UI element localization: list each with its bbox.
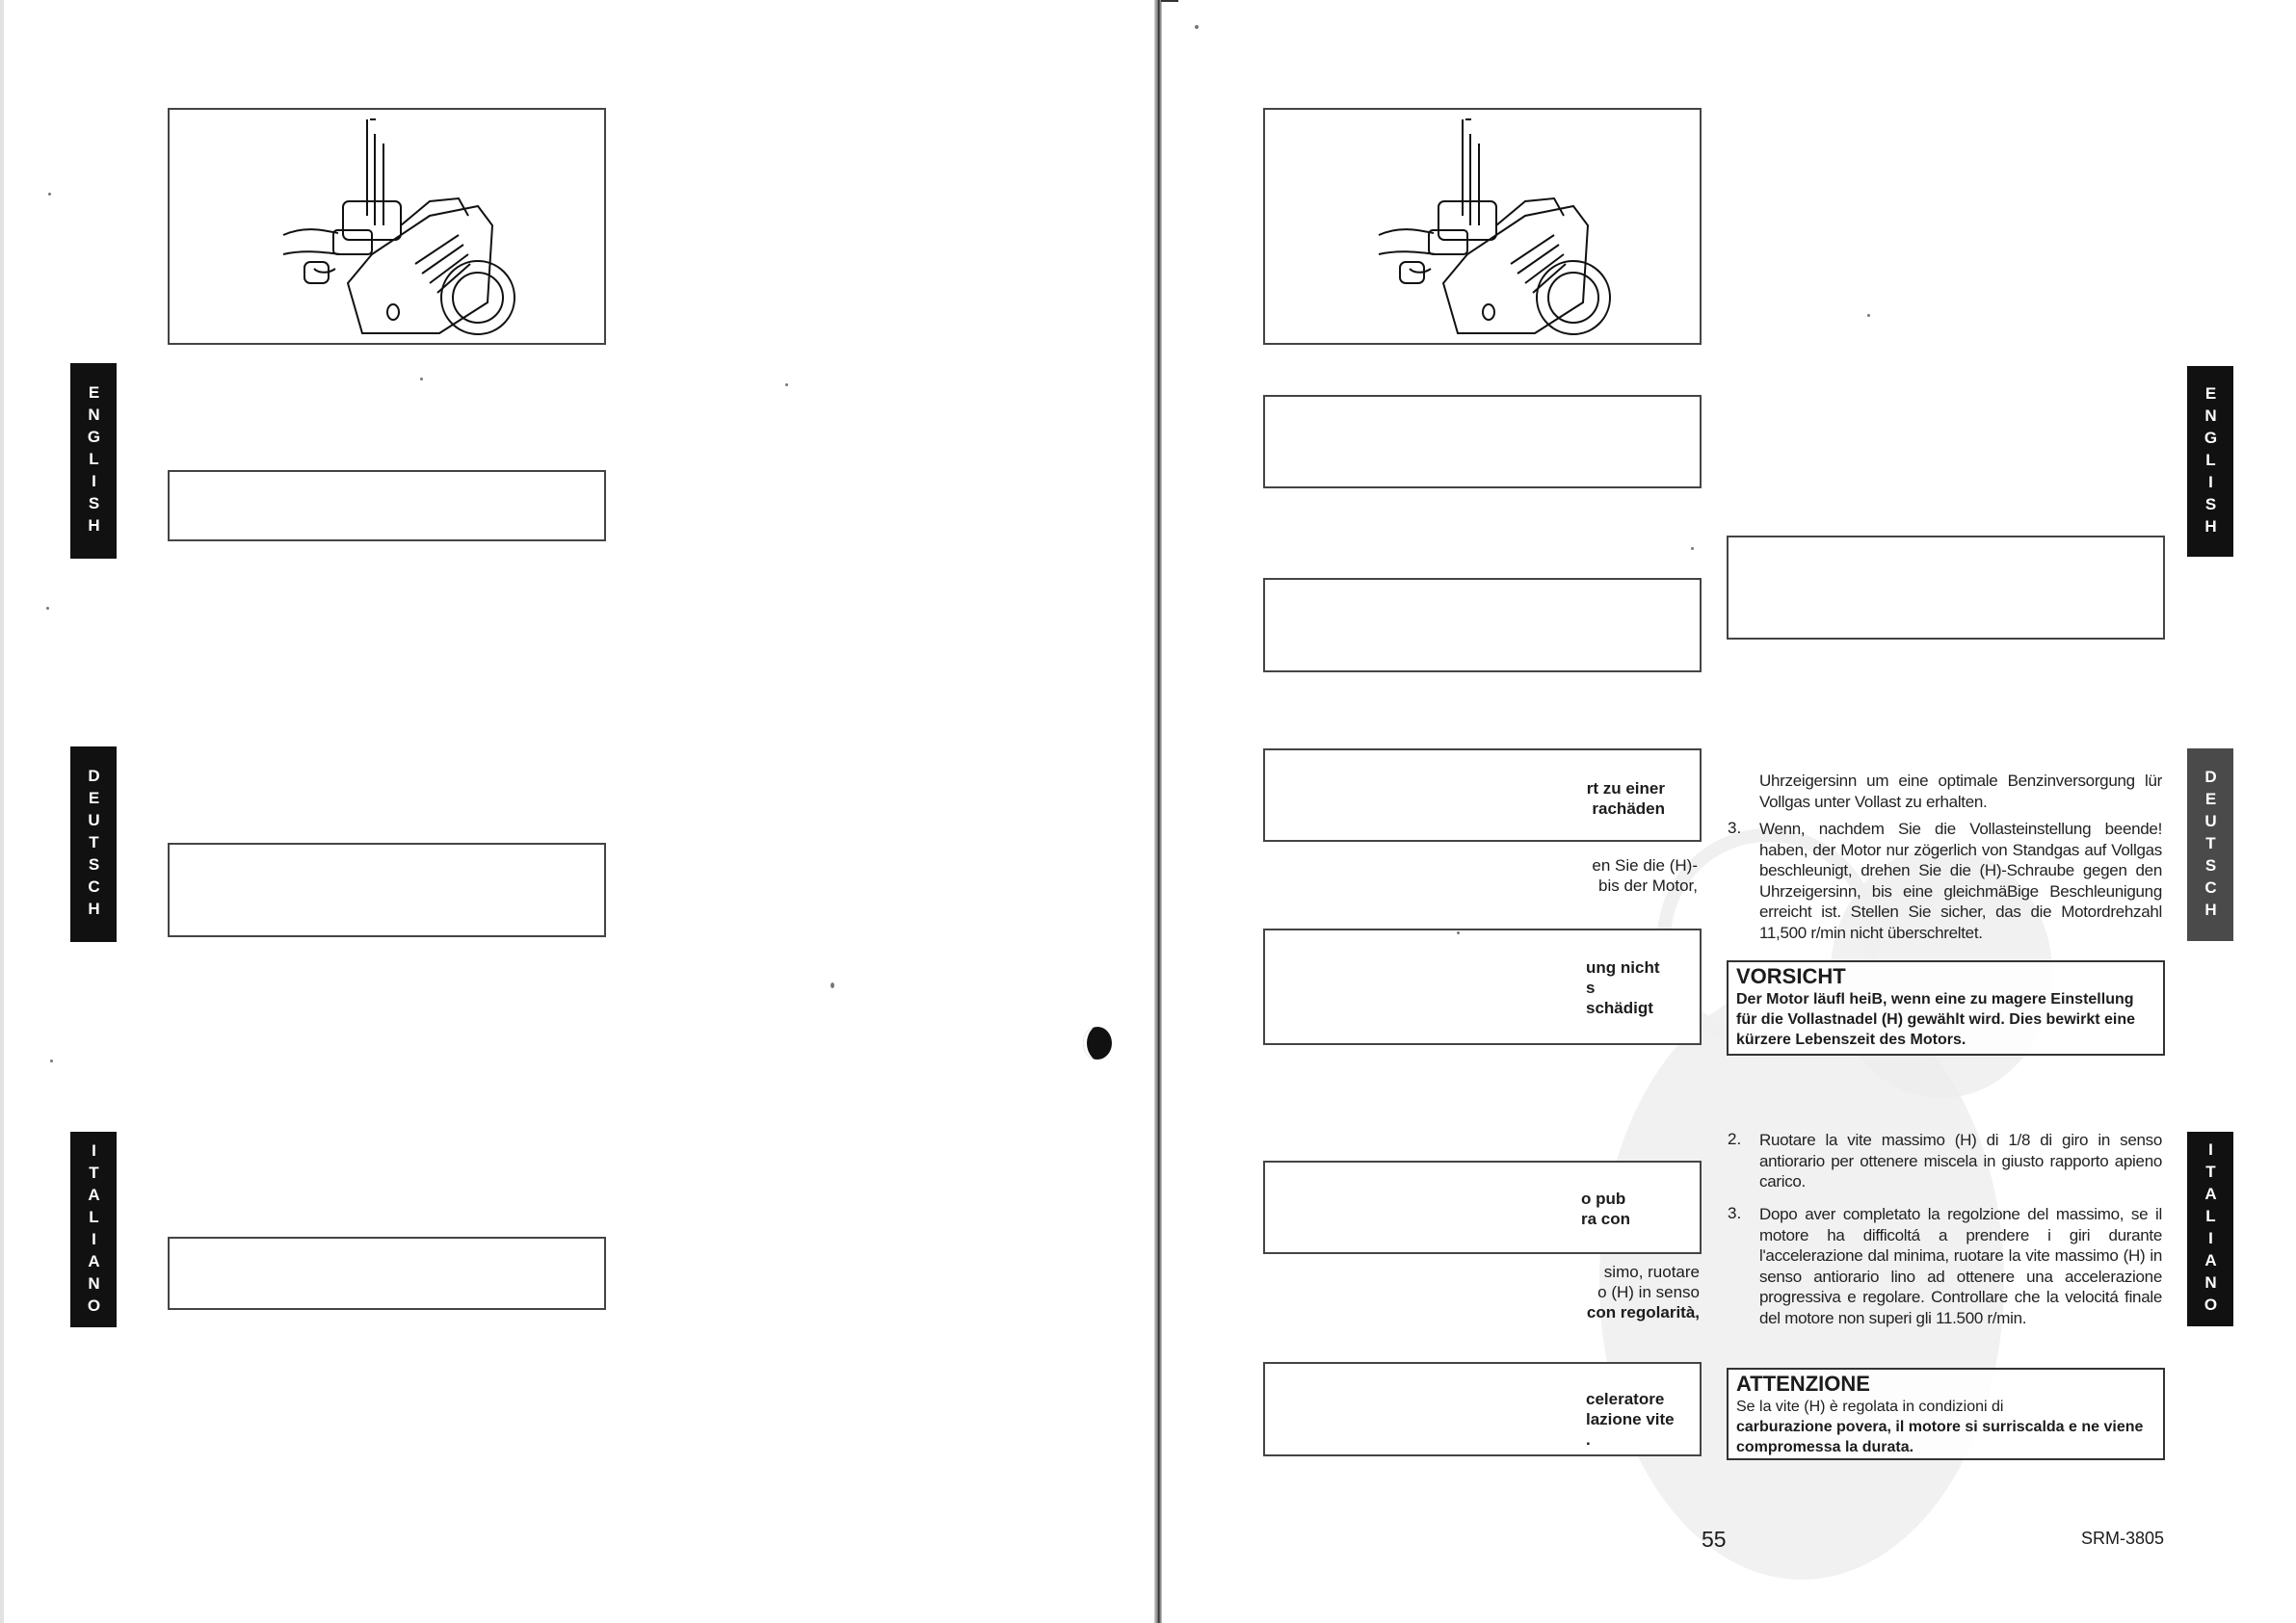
language-tab-english-right: ENGLISH: [2187, 366, 2233, 557]
language-tab-deutsch-left: DEUTSCH: [70, 746, 117, 942]
italiano-step-2-number: 2.: [1728, 1130, 1742, 1148]
italiano-caution-text: Se la vite (H) è regolata in condizioni di carburazione povera, il motore si surriscalda e ne viene compromessa la durata.: [1736, 1399, 2144, 1455]
scan-line: [1161, 0, 1178, 2]
scan-speck: [1195, 25, 1199, 29]
page-number: 55: [1702, 1527, 1727, 1552]
italiano-side-fragment-3: celeratore lazione vite .: [1586, 1390, 1675, 1449]
english-note-box-right-3: [1727, 536, 2165, 640]
deutsch-side-fragment-2: en Sie die (H)- bis der Motor,: [1592, 856, 1698, 895]
deutsch-step-3-number: 3.: [1728, 819, 1742, 837]
deutsch-intro-text: Uhrzeigersinn um eine optimale Benzinversorgung lür Vollgas unter Vollast zu erhalten.: [1759, 772, 2162, 811]
language-tab-deutsch-right: DEUTSCH: [2187, 748, 2233, 941]
deutsch-caution-text: Der Motor läufl heiB, wenn eine zu magere Einstellung für die Vollastnadel (H) gewählt wird. Dies bewirkt eine kürzere Lebenszeit des Motors.: [1736, 991, 2136, 1048]
italiano-step-3-text: Dopo aver completato la regolzione del massimo, se il motore ha difficoltá a prendere i giri durante l'accelerazione dal minima, ruotare la vite massimo (H) in senso antiorario lino ad ottenere una accelerazione progressiva e regolare. Controllare che la velocitá finale del motore non superi gli 11.500 r/min.: [1759, 1205, 2162, 1327]
binding-hole-icon: [1083, 1027, 1112, 1060]
book-gutter: [1154, 0, 1162, 1623]
scan-speck: [1867, 314, 1870, 317]
language-tab-italiano-left: ITALIANO: [70, 1132, 117, 1327]
carburetor-figure-left: [168, 108, 606, 345]
scan-speck: [1691, 547, 1694, 550]
model-number: SRM-3805: [2081, 1529, 2165, 1548]
scan-speck: [831, 982, 834, 988]
italiano-side-fragment-1: o pub ra con: [1581, 1190, 1631, 1228]
english-note-box-right-2: [1263, 578, 1702, 672]
left-edge-shadow: [0, 0, 4, 1623]
italiano-step-2-text: Ruotare la vite massimo (H) di 1/8 di giro in senso antiorario per ottenere miscela in giusto rapporto apieno carico.: [1759, 1131, 2162, 1191]
engine-illustration: [170, 110, 604, 343]
language-tab-italiano-right: ITALIANO: [2187, 1132, 2233, 1326]
scan-speck: [46, 607, 49, 610]
scan-speck: [420, 378, 423, 380]
italiano-caution-box: [1727, 1368, 2165, 1460]
english-note-box-left: [168, 470, 606, 541]
deutsch-caution-box: [1727, 960, 2165, 1056]
deutsch-step-3-text: Wenn, nachdem Sie die Vollasteinstellung beende! haben, der Motor nur zögerlich von Standgas auf Vollgas beschleunigt, drehen Sie die (H)-Schraube gegen den Uhrzeigersinn, bis eine gleichmäBige Beschleunigung erreicht ist. Stellen Sie sicher, das die Motordrehzahl 11,500 r/min nicht überschreltet.: [1759, 820, 2162, 942]
deutsch-note-box-left: [168, 843, 606, 937]
scan-speck: [50, 1060, 53, 1062]
deutsch-side-fragment-1: rt zu einer rachäden: [1586, 779, 1665, 818]
english-note-box-right-1: [1263, 395, 1702, 488]
scan-speck: [785, 383, 788, 386]
italiano-side-fragment-2: simo, ruotare o (H) in senso con regolarità,: [1586, 1263, 1700, 1322]
carburetor-figure-right: [1263, 108, 1702, 345]
scan-speck: [48, 193, 51, 196]
language-tab-english-left: ENGLISH: [70, 363, 117, 559]
italiano-step-3-number: 3.: [1728, 1204, 1742, 1222]
deutsch-caution-title: VORSICHT: [1736, 964, 1846, 988]
engine-illustration: [1265, 110, 1700, 343]
deutsch-side-fragment-3: ung nicht s schädigt: [1586, 958, 1660, 1017]
italiano-caution-title: ATTENZIONE: [1736, 1372, 1870, 1396]
scan-speck: [1457, 931, 1460, 934]
italiano-note-box-left: [168, 1237, 606, 1310]
